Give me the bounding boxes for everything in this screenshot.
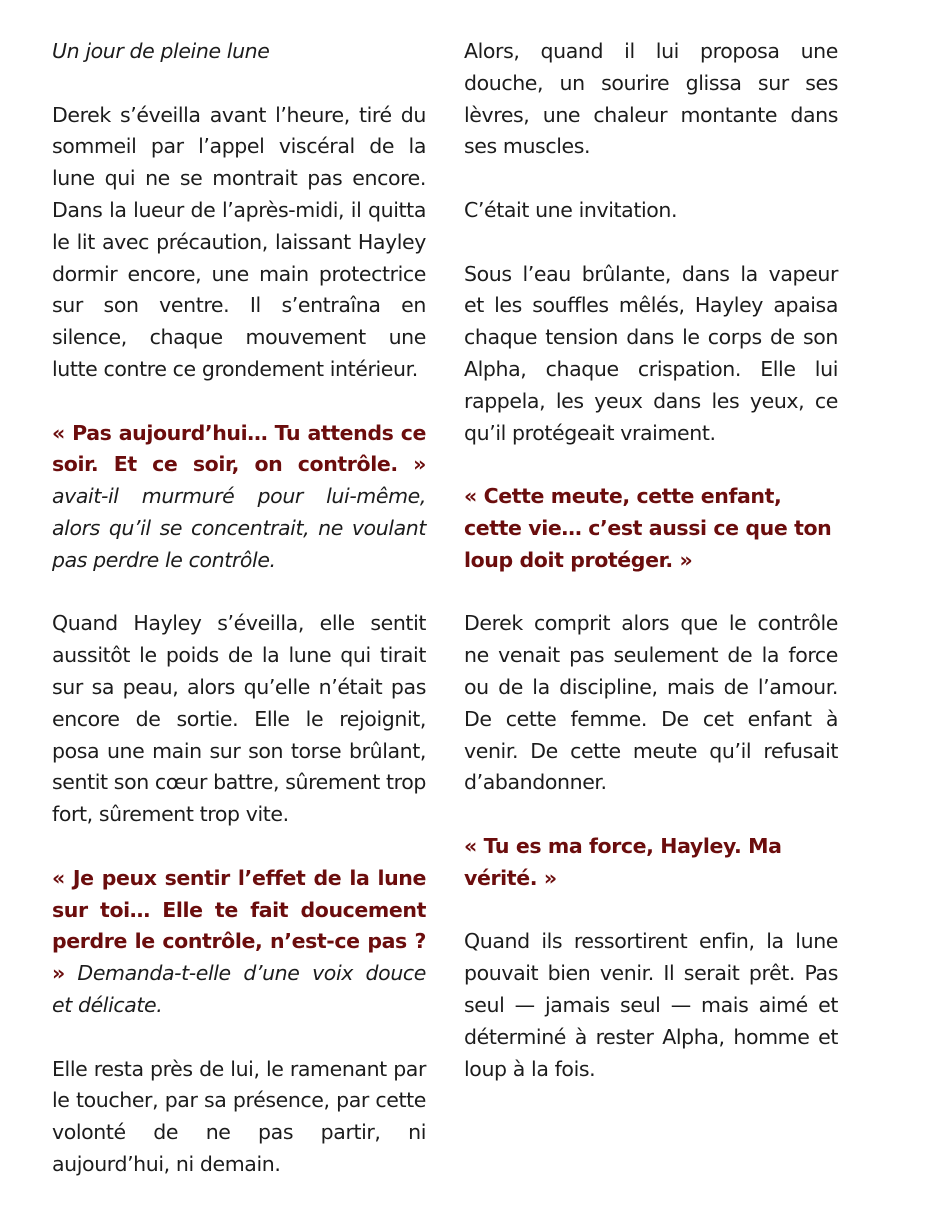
paragraph: Sous l’eau brûlante, dans la vapeur et les souffles mêlés, Hayley apaisa chaque tension dans le corps de son Alpha, chaque crispation. Elle lui rappela, les yeux dans les yeux, ce qu’il protégeait vraiment. bbox=[464, 261, 838, 445]
left-column bbox=[52, 36, 426, 1212]
paragraph: Elle resta près de lui, le ramenant par le toucher, par sa présence, par cette volonté de ne pas partir, ni aujourd’hui, ni demain. bbox=[52, 1056, 426, 1176]
dialogue-quote: « Je peux sentir l’effet de la lune sur toi… Elle te fait doucement perdre le contrôle, n’est-ce pas ? » bbox=[52, 865, 426, 986]
paragraph: Derek comprit alors que le contrôle ne venait pas seulement de la force ou de la discipline, mais de l’amour. De cette femme. De cet enfant à venir. De cette meute qu’il refusait d’abandonner. bbox=[464, 611, 838, 795]
paragraph: Quand ils ressortirent enfin, la lune pouvait bien venir. Il serait prêt. Pas seul — jamais seul — mais aimé et déterminé à rester Alpha, homme et loup à la fois. bbox=[464, 929, 838, 1081]
dialogue-quote: « Cette meute, cette enfant, cette vie… c’est aussi ce que ton loup doit protéger. » bbox=[464, 484, 832, 572]
right-column bbox=[464, 36, 838, 1117]
chapter-title: Un jour de pleine lune bbox=[52, 39, 270, 63]
dialogue-paragraph bbox=[52, 418, 426, 577]
dialogue-quote: « Tu es ma force, Hayley. Ma vérité. » bbox=[464, 833, 782, 890]
dialogue-narration: avait-il murmuré pour lui-même, alors qu’il se concentrait, ne voulant pas perdre le contrôle. bbox=[52, 484, 426, 572]
paragraph: Alors, quand il lui proposa une douche, un sourire glissa sur ses lèvres, une chaleur montante dans ses muscles. bbox=[464, 39, 838, 159]
paragraph: Quand Hayley s’éveilla, elle sentit aussitôt le poids de la lune qui tirait sur sa peau, alors qu’elle n’était pas encore de sortie. Elle le rejoignit, posa une main sur son torse brûlant, sentit son cœur battre, sûrement trop fort, sûrement trop vite. bbox=[52, 611, 426, 827]
dialogue-narration: Demanda-t-elle d’une voix douce et délicate. bbox=[52, 961, 426, 1017]
paragraph: C’était une invitation. bbox=[464, 197, 678, 222]
paragraph: Derek s’éveilla avant l’heure, tiré du sommeil par l’appel viscéral de la lune qui ne se montrait pas encore. Dans la lueur de l’après-midi, il quitta le lit avec précaution, laissant Hayley dormir encore, une main protectrice sur son ventre. Il s’entraîna en silence, chaque mouvement une lutte contre ce grondement intérieur. bbox=[52, 102, 426, 381]
dialogue-paragraph bbox=[52, 863, 426, 1022]
dialogue-quote: « Pas aujourd’hui… Tu attends ce soir. Et ce soir, on contrôle. » bbox=[52, 420, 426, 477]
